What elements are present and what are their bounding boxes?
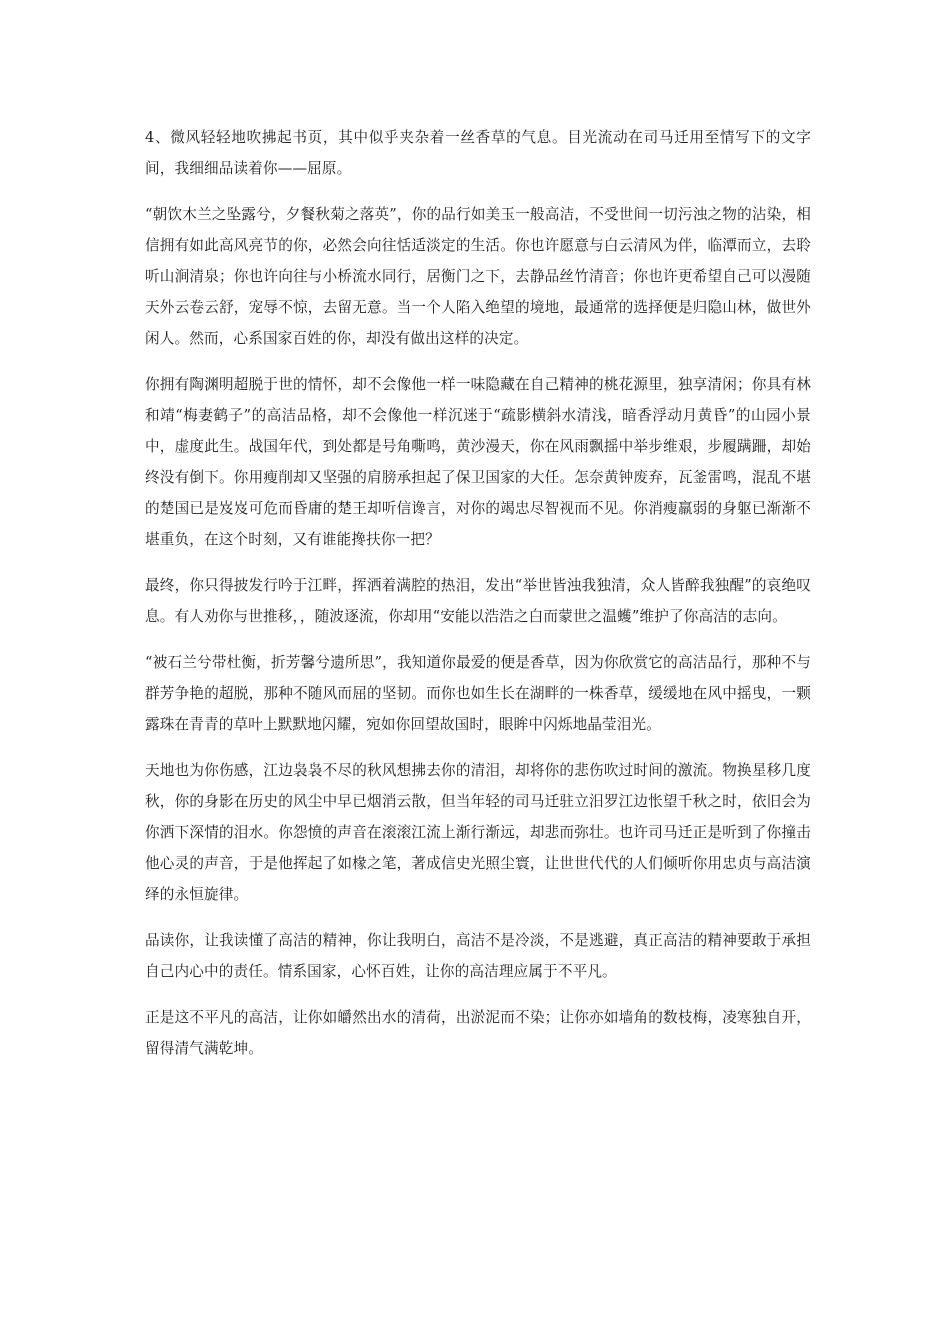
- paragraph-2: “朝饮木兰之坠露兮，夕餐秋菊之落英”，你的品行如美玉一般高洁，不受世间一切污浊之物的沾染，相信拥有如此高风亮节的你，必然会向往恬适淡定的生活。你也许愿意与白云清风为伴，临潭而立，去聆听山涧清泉；你也许向往与小桥流水同行，居衡门之下，去静品丝竹清音；你也许更希望自己可以漫随天外云卷云舒，宠辱不惊，去留无意。当一个人陷入绝望的境地，最通常的选择便是归隐山林，做世外闲人。然而，心系国家百姓的你，却没有做出这样的决定。: [145, 206, 811, 347]
- paragraph-4: 最终，你只得披发行吟于江畔，挥洒着满腔的热泪，发出“举世皆浊我独清，众人皆醉我独醒”的哀绝叹息。有人劝你与世推移，，随波逐流，你却用“安能以浩浩之白而蒙世之温蠖”维护了你高洁的志向。: [145, 577, 811, 625]
- paragraph-8: 正是这不平凡的高洁，让你如皭然出水的清荷，出淤泥而不染；让你亦如墙角的数枝梅，凌寒独自开，留得清气满乾坤。: [145, 1009, 811, 1057]
- paragraph-6: 天地也为你伤感，江边袅袅不尽的秋风想拂去你的清泪，却将你的悲伤吹过时间的激流。物换星移几度秋，你的身影在历史的风尘中早已烟消云散，但当年轻的司马迁驻立汨罗江边怅望千秋之时，依旧会为你洒下深情的泪水。你怨愤的声音在滚滚江流上渐行渐远，却悲而弥壮。也许司马迁正是听到了你撞击他心灵的声音，于是他挥起了如椽之笔，著成信史光照尘寰，让世世代代的人们倾听你用忠贞与高洁演绎的永恒旋律。: [145, 762, 811, 903]
- essay-body: [145, 122, 811, 1079]
- paragraph-3: 你拥有陶渊明超脱于世的情怀，却不会像他一样一味隐藏在自己精神的桃花源里，独享清闲；你具有林和靖“梅妻鹤子”的高洁品格，却不会像他一样沉迷于“疏影横斜水清浅，暗香浮动月黄昏”的山园小景中，虚度此生。战国年代，到处都是号角嘶鸣，黄沙漫天，你在风雨飘摇中举步维艰，步履蹒跚，却始终没有倒下。你用瘦削却又坚强的肩膀承担起了保卫国家的大任。怎奈黄钟废弃，瓦釜雷鸣，混乱不堪的楚国已是岌岌可危而昏庸的楚王却听信谗言，对你的竭忠尽智视而不见。你消瘦羸弱的身躯已渐渐不堪重负，在这个时刻，又有谁能搀扶你一把？: [145, 376, 811, 548]
- paragraph-5: “被石兰兮带杜衡，折芳馨兮遗所思”，我知道你最爱的便是香草，因为你欣赏它的高洁品行，那种不与群芳争艳的超脱，那种不随风而屈的坚韧。而你也如生长在湖畔的一株香草，缓缓地在风中摇曳，一颗露珠在青青的草叶上默默地闪耀，宛如你回望故国时，眼眸中闪烁地晶莹泪光。: [145, 654, 811, 733]
- paragraph-1: 4、微风轻轻地吹拂起书页，其中似乎夹杂着一丝香草的气息。目光流动在司马迁用至情写下的文字间，我细细品读着你——屈原。: [145, 129, 811, 177]
- paragraph-7: 品读你，让我读懂了高洁的精神，你让我明白，高洁不是冷淡，不是逃避，真正高洁的精神要敢于承担自己内心中的责任。情系国家，心怀百姓，让你的高洁理应属于不平凡。: [145, 932, 811, 980]
